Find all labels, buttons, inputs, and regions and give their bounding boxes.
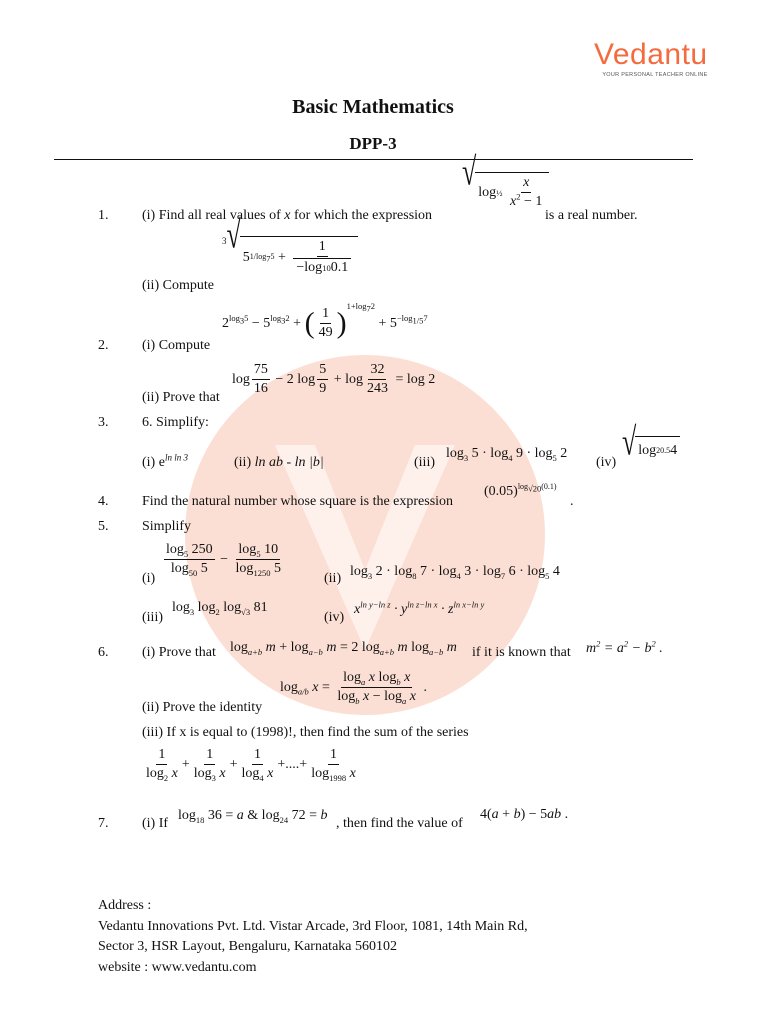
question-1-expression-1: √ log ½ $\frac{x}{x^2 - 1}$: [462, 172, 549, 210]
question-6-part-1-end: if it is known that: [472, 645, 571, 660]
question-3-option-1: (i) $e^{ln ln 3}$: [142, 452, 188, 470]
question-3-option-2: (ii) ln ab - ln |b|: [234, 455, 324, 470]
question-4-text: Find the natural number whose square is the expression: [142, 494, 454, 509]
question-5-option-4-label: (iv): [324, 610, 345, 625]
question-6-expression-2: $\log_{a/b} x$ = $\frac{\log_a x \log_b x}{\log_b x - \log_a x}$ .: [280, 670, 428, 706]
question-3-option-4-expression: √ log 2 0.5 4: [622, 436, 680, 462]
footer-address-line-2: Sector 3, HSR Layout, Bengaluru, Karnataka 560102: [98, 939, 397, 954]
question-5-option-3-expression: $\log_3 \log_2 \log_{√3} 81$: [172, 600, 268, 617]
question-3-option-3: (iii): [414, 455, 435, 470]
question-7-part-1-end: , then find the value of: [336, 816, 463, 831]
question-4-period: .: [570, 494, 574, 509]
logo-wordmark: Vedantu: [594, 38, 708, 71]
question-4-expression: $(0.05)^{log_{√20}(0.1)}$: [484, 482, 557, 499]
question-6-expression-1: $\log_{a+b} m + \log_{a-b} m = 2$ $\log_{a+b} m$ $\log_{a-b} m$: [230, 640, 457, 657]
question-4-number: 4.: [98, 494, 109, 509]
question-1-expression-2: $^3$ √ 5 $1/\log_75$ + 1 −log 10 0.1: [222, 236, 358, 276]
footer-address: [98, 896, 528, 978]
question-7-expression-1: $\log_{18} 36 = a$ & $\log_{24} 72 = b$: [178, 808, 328, 825]
question-5-number: 5.: [98, 519, 109, 534]
question-6-expression-1b: $m^2 = a^2 - b^2$ .: [586, 638, 663, 656]
question-6-expression-3: $\frac{1}{\log_2 x}$ + $\frac{1}{\log_3 x}$ + $\frac{1}{\log_4 x}$ +....+ $\frac{1}{\log_{1998} x}$: [146, 747, 356, 783]
page-title: Basic Mathematics: [292, 96, 454, 118]
title-rule: [54, 159, 693, 160]
question-6-part-3: (iii) If x is equal to (1998)!, then find the sum of the series: [142, 725, 469, 740]
question-7-number: 7.: [98, 816, 109, 831]
question-5-intro: Simplify: [142, 519, 192, 534]
question-3-option-4: (iv): [596, 455, 617, 470]
footer-address-line-1: Vedantu Innovations Pvt. Ltd. Vistar Arcade, 3rd Floor, 1081, 14th Main Rd,: [98, 918, 528, 934]
question-1-number: 1.: [98, 208, 109, 223]
question-6-part-1: (i) Prove that: [142, 645, 216, 660]
question-6-part-2: (ii) Prove the identity: [142, 700, 263, 715]
question-3-intro: 6. Simplify:: [142, 415, 209, 430]
question-6-number: 6.: [98, 645, 109, 660]
question-7-part-1: (i) If: [142, 816, 169, 831]
question-1-part-1: (i) Find all real values of x for which the expression: [142, 208, 433, 223]
page-subtitle: DPP-3: [349, 134, 397, 153]
question-2-part-1: (i) Compute: [142, 338, 211, 353]
question-1-part-1-end: is a real number.: [545, 208, 638, 223]
question-5-option-4-expression: $x^{ln y-ln z} \cdot y^{ln z-ln x} \cdot z^{ln x-ln y}$: [354, 599, 485, 617]
question-2-number: 2.: [98, 338, 109, 353]
question-7-expression-2: 4(a + b) − 5ab .: [480, 807, 569, 822]
question-5-option-2-expression: $\log_3 2 \cdot \log_8 7 \cdot \log_4 3 \cdot \log_7 6 \cdot \log_5 4$: [350, 564, 560, 581]
question-3-option-3-expression: $\log_3 5 \cdot \log_4 9 \cdot \log_5 2$: [446, 446, 568, 463]
question-5-option-1-expression: $\frac{\log_5 250}{\log_{50} 5}$ − $\frac{\log_5 10}{\log_{1250} 5}$: [166, 542, 281, 578]
question-5-option-3-label: (iii): [142, 610, 163, 625]
question-1-part-2: (ii) Compute: [142, 278, 214, 293]
logo-tagline: YOUR PERSONAL TEACHER ONLINE: [602, 72, 708, 78]
question-2-expression-1: $2^{log_35} - 5^{log_32}$ + ( $\frac{1}{49}$ )$^{1+log_72} + 5^{-log_{1/5}7}$: [222, 301, 428, 341]
question-3-number: 3.: [98, 415, 109, 430]
vedantu-logo: [594, 40, 708, 78]
question-2-expression-2: log $\frac{75}{16}$ − 2 log $\frac{5}{9}$ + log $\frac{32}{243}$ = log 2: [232, 362, 436, 397]
question-5-option-1-label: (i): [142, 571, 156, 586]
question-2-part-2: (ii) Prove that: [142, 390, 220, 405]
footer-address-label: Address :: [98, 898, 152, 913]
footer-website: website : www.vedantu.com: [98, 959, 257, 975]
vedantu-watermark: [180, 350, 550, 720]
question-5-option-2-label: (ii): [324, 571, 342, 586]
